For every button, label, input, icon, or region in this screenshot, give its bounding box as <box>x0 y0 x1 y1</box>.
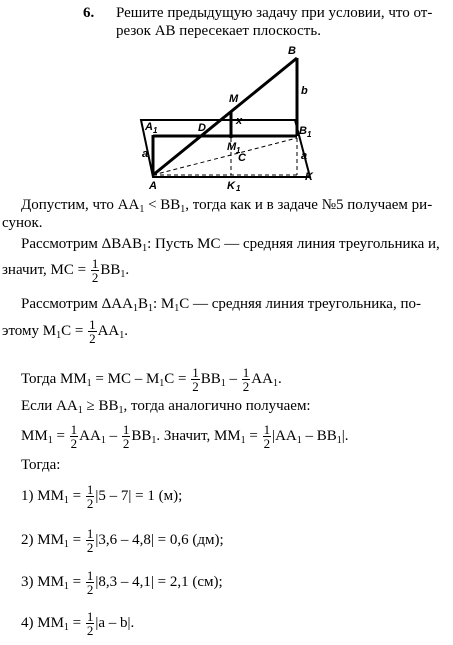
para-1-line2: сунок. <box>2 215 43 231</box>
label-m1-sub: 1 <box>236 146 241 155</box>
label-x: x <box>236 115 243 127</box>
label-a1: A <box>145 121 153 133</box>
fraction-half: $\frac{1}{2}$ <box>263 422 271 451</box>
label-d: D <box>198 122 206 134</box>
result-2: 2) $MM_1$ = $\frac{1}{2}$ |3,6 – 4,8| = 0,6 (дм); <box>21 526 224 555</box>
segment-ab <box>153 58 297 175</box>
label-k1: K <box>227 180 235 192</box>
problem-number: 6. <box>83 5 95 21</box>
label-a-left: a <box>142 148 149 160</box>
fraction-half: $\frac{1}{2}$ <box>91 256 99 285</box>
para-3-line2: этому $M_1C$ = $\frac{1}{2}$ $AA_1$. <box>2 317 128 346</box>
fraction-half: $\frac{1}{2}$ <box>70 422 78 451</box>
para-2-line1: Рассмотрим $\Delta BAB_1$: Пусть MC — средняя линия треугольника и, <box>21 236 440 254</box>
equation-mm1-alt: $MM_1$ = $\frac{1}{2}$ $AA_1$ – $\frac{1}{2}$ $BB_1$. Значит, $MM_1$ = $\frac{1}{2}$ $|AA_1 - BB_1|$. <box>21 422 349 451</box>
para-1-line1: Допустим, что $AA_1 < BB_1$, тогда как и в задаче №5 получаем ри- <box>21 197 433 215</box>
fraction-half: $\frac{1}{2}$ <box>86 526 94 555</box>
fraction-half: $\frac{1}{2}$ <box>86 609 94 638</box>
label-a-right: a <box>301 150 308 162</box>
problem-text-line2: резок AB пересекает плоскость. <box>116 23 321 39</box>
label-b-length: b <box>301 85 308 97</box>
fraction-half: $\frac{1}{2}$ <box>86 482 94 511</box>
result-4: 4) $MM_1$ = $\frac{1}{2}$ |a – b|. <box>21 609 135 638</box>
label-b1-sub: 1 <box>307 130 312 139</box>
fraction-half: $\frac{1}{2}$ <box>122 422 130 451</box>
label-a: A <box>149 180 157 192</box>
plane <box>141 120 310 177</box>
para-2-line2: значит, MC = $\frac{1}{2}$ $BB_1$. <box>2 256 130 285</box>
para-if: Если $AA_1 \ge BB_1$, тогда аналогично получаем: <box>21 398 311 416</box>
para-3-line1: Рассмотрим $\Delta AA_1B_1$: $M_1C$ — средняя линия треугольника, по- <box>21 296 421 314</box>
label-a1-sub: 1 <box>153 126 158 135</box>
fraction-half: $\frac{1}{2}$ <box>192 365 199 394</box>
fraction-half: $\frac{1}{2}$ <box>89 317 96 346</box>
label-b: B <box>288 45 296 57</box>
result-1: 1) $MM_1$ = $\frac{1}{2}$ |5 – 7| = 1 (м); <box>21 482 183 511</box>
problem-text-line1: Решите предыдущую задачу при условии, что от- <box>116 5 433 21</box>
fraction-half: $\frac{1}{2}$ <box>242 365 250 394</box>
geometry-figure <box>135 42 335 192</box>
label-b1: B <box>299 125 307 137</box>
label-k: K <box>305 171 313 183</box>
label-k1-sub: 1 <box>236 184 241 192</box>
result-3: 3) $MM_1$ = $\frac{1}{2}$ |8,3 – 4,1| = 2,1 (см); <box>21 568 223 597</box>
label-m: M <box>229 93 239 105</box>
label-m1: M <box>227 141 237 153</box>
fraction-half: $\frac{1}{2}$ <box>86 568 94 597</box>
then-label: Тогда: <box>21 457 61 473</box>
equation-mm1: Тогда $MM_1$ = MC – $M_1C$ = $\frac{1}{2}$ $BB_1$ – $\frac{1}{2}$ $AA_1$. <box>21 365 282 394</box>
label-c: C <box>238 152 246 164</box>
